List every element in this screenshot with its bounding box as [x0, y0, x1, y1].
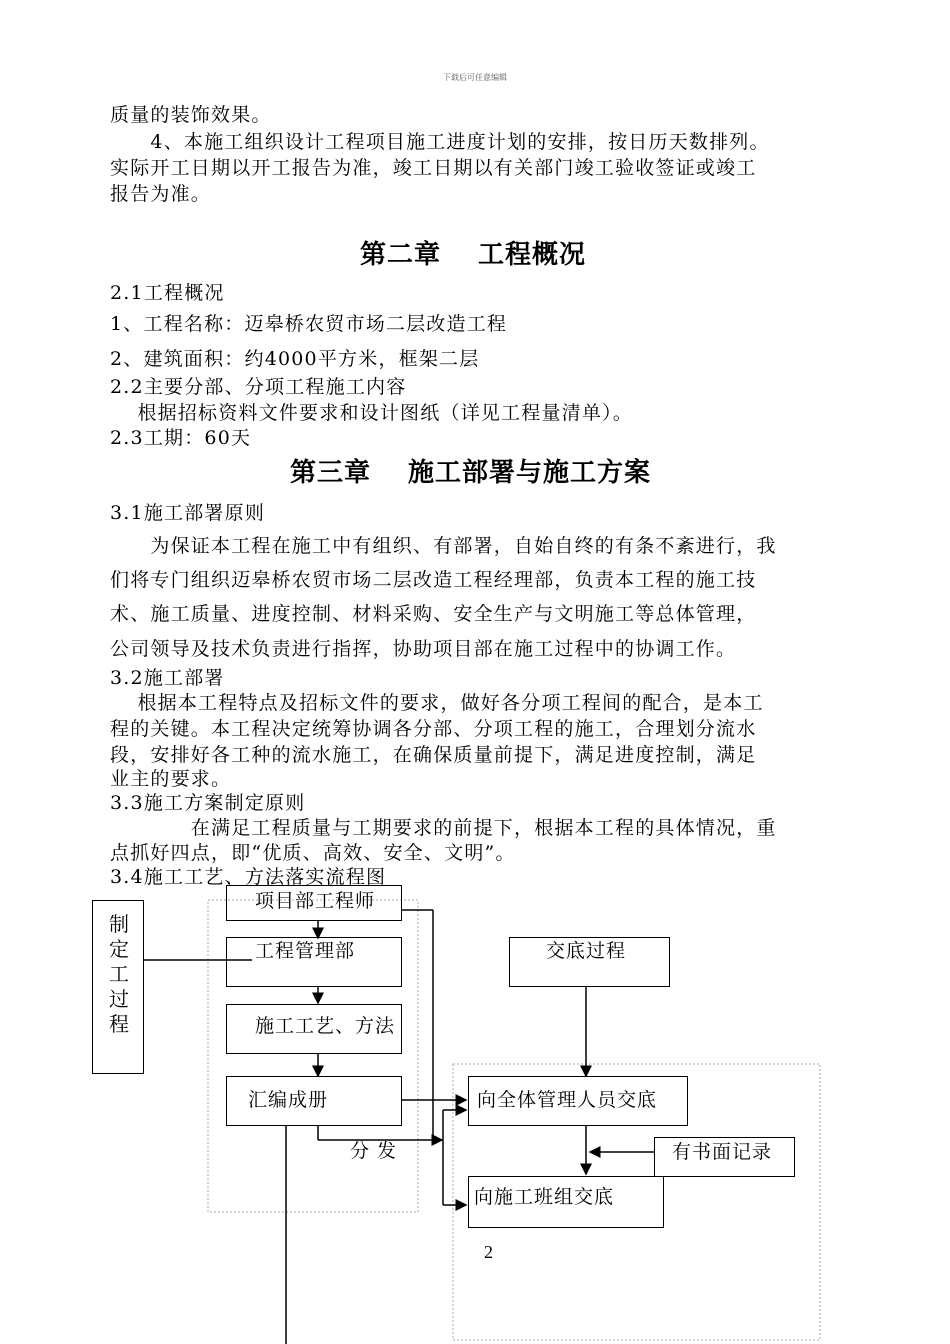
body-line: 4、本施工组织设计工程项目施工进度计划的安排，按日历天数排列。	[110, 131, 770, 153]
section-heading: 2.3工期：60天	[110, 427, 252, 449]
body-line: 1、工程名称：迈皋桥农贸市场二层改造工程	[110, 313, 508, 335]
body-line: 实际开工日期以开工报告为准，竣工日期以有关部门竣工验收签证或竣工	[110, 157, 757, 179]
body-line: 程的关键。本工程决定统筹协调各分部、分项工程的施工，合理划分流水	[110, 718, 757, 740]
body-line: 报告为准。	[110, 183, 212, 205]
section-heading: 3.1施工部署原则	[110, 502, 266, 524]
section-heading: 3.2施工部署	[110, 667, 225, 689]
section-heading: 3.3施工方案制定原则	[110, 792, 306, 814]
page-header: 下载后可任意编辑	[443, 73, 507, 82]
body-line: 点抓好四点，即“优质、高效、安全、文明”。	[110, 842, 516, 864]
side-box-label: 制定工过程	[109, 912, 129, 1036]
body-line: 术、施工质量、进度控制、材料采购、安全生产与文明施工等总体管理，	[110, 603, 757, 625]
body-line: 业主的要求。	[110, 768, 232, 790]
body-line: 为保证本工程在施工中有组织、有部署，自始自终的有条不紊进行，我	[110, 535, 777, 557]
body-line: 根据招标资料文件要求和设计图纸（详见工程量清单）。	[110, 402, 633, 424]
body-line: 段，安排好各工种的流水施工，在确保质量前提下，满足进度控制，满足	[110, 744, 757, 766]
body-line: 质量的装饰效果。	[110, 104, 272, 126]
box-briefing-process-label: 交底过程	[546, 940, 627, 962]
section-heading: 2.1工程概况	[110, 282, 225, 304]
box-compile-label: 汇编成册	[248, 1089, 329, 1111]
section-heading: 3.4施工工艺、方法落实流程图	[110, 866, 387, 888]
body-line: 根据本工程特点及招标文件的要求，做好各分项工程间的配合，是本工	[110, 692, 764, 714]
box-management-label: 工程管理部	[255, 940, 356, 962]
box-to-teams-label: 向施工班组交底	[474, 1186, 615, 1208]
section-heading: 2.2主要分部、分项工程施工内容	[110, 376, 407, 398]
body-line: 在满足工程质量与工期要求的前提下，根据本工程的具体情况，重	[110, 817, 777, 839]
chapter-2-title: 第二章 工程概况	[360, 240, 587, 270]
box-written-record-label: 有书面记录	[672, 1141, 773, 1163]
page-number: 2	[484, 1242, 493, 1262]
body-line: 公司领导及技术负责进行指挥，协助项目部在施工过程中的协调工作。	[110, 638, 737, 660]
box-process-method-label: 施工工艺、方法	[255, 1015, 396, 1037]
box-project-engineer-label: 项目部工程师	[255, 890, 376, 912]
body-line: 2、建筑面积：约4000平方米，框架二层	[110, 348, 480, 370]
box-to-managers-label: 向全体管理人员交底	[477, 1089, 658, 1111]
chapter-3-title: 第三章 施工部署与施工方案	[290, 458, 652, 488]
body-line: 们将专门组织迈皋桥农贸市场二层改造工程经理部，负责本工程的施工技	[110, 569, 757, 591]
distribute-label: 分 发	[350, 1140, 398, 1162]
